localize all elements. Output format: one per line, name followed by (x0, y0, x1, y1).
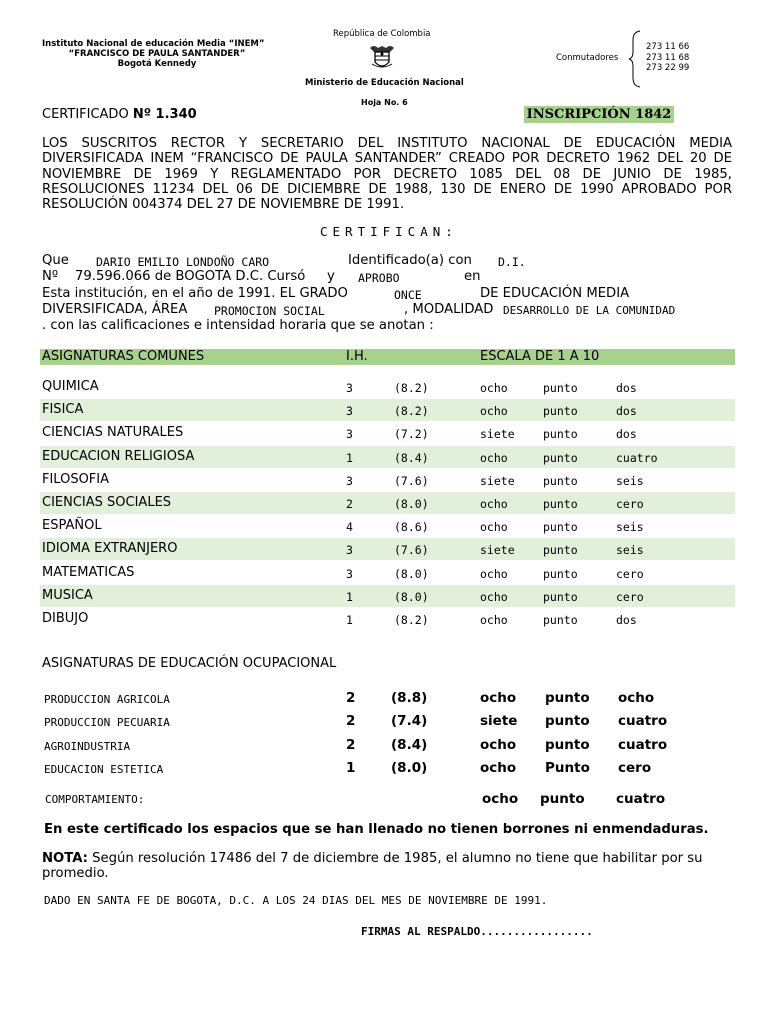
table-cell-word-1: ocho (480, 381, 508, 395)
grade-value: ONCE (394, 288, 422, 302)
occ-cell-word-3: cuatro (618, 713, 668, 729)
behavior-word-3: cuatro (616, 791, 666, 807)
occ-cell-word-1: ocho (480, 737, 517, 753)
phone-list (646, 42, 689, 74)
table-cell-grade: (8.4) (394, 451, 429, 465)
table-cell-word-3: seis (616, 520, 644, 534)
table-cell-word-1: ocho (480, 404, 508, 418)
inscription-badge: INSCRIPCIÓN 1842 (524, 106, 674, 123)
table-cell-hours: 3 (346, 404, 353, 418)
table-cell-word-2: punto (543, 451, 578, 465)
behavior-label: COMPORTAMIENTO: (45, 793, 145, 806)
occ-cell-word-2: Punto (545, 760, 590, 776)
occ-cell-word-2: punto (545, 737, 590, 753)
occ-cell-word-3: cuatro (618, 737, 668, 753)
modality-value: DESARROLLO DE LA COMUNIDAD (503, 304, 676, 317)
note-label: NOTA: (42, 851, 88, 866)
level-text: DE EDUCACIÓN MEDIA (480, 286, 630, 301)
table-cell-word-3: cero (616, 590, 644, 604)
table-cell-hours: 3 (346, 427, 353, 441)
table-cell-word-2: punto (543, 590, 578, 604)
table-cell-word-2: punto (543, 404, 578, 418)
table-cell-word-2: punto (543, 567, 578, 581)
table-cell-hours: 1 (346, 451, 353, 465)
table-cell-subject: QUIMICA (42, 379, 99, 394)
table-cell-word-2: punto (543, 520, 578, 534)
occ-cell-grade: (8.8) (391, 690, 428, 706)
table-cell-subject: EDUCACION RELIGIOSA (42, 449, 195, 464)
certificate-label: CERTIFICADO (42, 107, 133, 122)
number-label: Nº (42, 269, 59, 284)
area-label: DIVERSIFICADA, ÁREA (42, 302, 188, 317)
no-erasures-statement: En este certificado los espacios que se han llenado no tienen borrones ni enmendaduras. (44, 822, 709, 837)
sheet-number: Hoja No. 6 (361, 98, 408, 107)
institution-block (42, 39, 272, 69)
occ-cell-hours: 2 (346, 737, 356, 753)
table-cell-word-2: punto (543, 543, 578, 557)
occ-cell-word-1: ocho (480, 690, 517, 706)
table-cell-hours: 2 (346, 497, 353, 511)
brace-icon (628, 30, 642, 88)
table-cell-hours: 3 (346, 381, 353, 395)
table-cell-subject: FISICA (42, 402, 84, 417)
phone-1: 273 11 66 (646, 42, 690, 52)
header-subjects: ASIGNATURAS COMUNES (42, 349, 205, 364)
occ-cell-subject: PRODUCCION AGRICOLA (44, 693, 170, 706)
header-scale: ESCALA DE 1 A 10 (480, 349, 600, 364)
republic-label: República de Colombia (333, 29, 431, 39)
occ-cell-subject: PRODUCCION PECUARIA (44, 716, 170, 729)
table-cell-subject: CIENCIAS SOCIALES (42, 495, 172, 510)
table-cell-hours: 4 (346, 520, 353, 534)
table-cell-word-1: ocho (480, 567, 508, 581)
table-cell-word-3: cero (616, 497, 644, 511)
occ-cell-word-3: ocho (618, 690, 655, 706)
occ-cell-hours: 1 (346, 760, 356, 776)
occ-cell-grade: (8.4) (391, 737, 428, 753)
table-cell-subject: MATEMATICAS (42, 565, 135, 580)
certificate-number (42, 107, 197, 122)
table-cell-word-2: punto (543, 381, 578, 395)
table-cell-subject: FILOSOFIA (42, 472, 110, 487)
header-hours: I.H. (346, 349, 368, 364)
occ-cell-grade: (7.4) (391, 713, 428, 729)
student-name: DARIO EMILIO LONDOÑO CARO (96, 255, 270, 269)
table-cell-grade: (7.6) (394, 474, 429, 488)
document-type: D.I. (498, 255, 526, 269)
table-cell-word-3: cuatro (616, 451, 658, 465)
table-cell-grade: (8.2) (394, 381, 429, 395)
table-cell-word-1: siete (480, 427, 515, 441)
given-at-statement: DADO EN SANTA FE DE BOGOTA, D.C. A LOS 24 DIAS DEL MES DE NOVIEMBRE DE 1991. (44, 894, 548, 907)
occ-cell-subject: AGROINDUSTRIA (44, 740, 131, 753)
and-label: y (327, 269, 335, 284)
area-value: PROMOCION SOCIAL (214, 304, 325, 318)
table-cell-word-3: dos (616, 381, 637, 395)
behavior-word-1: ocho (482, 791, 519, 807)
certify-heading: CERTIFICAN: (320, 224, 458, 239)
que-label: Que (42, 253, 69, 268)
table-cell-word-2: punto (543, 474, 578, 488)
table-cell-word-3: cero (616, 567, 644, 581)
table-cell-word-1: siete (480, 474, 515, 488)
table-cell-hours: 3 (346, 567, 353, 581)
occ-cell-hours: 2 (346, 713, 356, 729)
table-cell-word-1: ocho (480, 590, 508, 604)
table-cell-hours: 1 (346, 590, 353, 604)
table-cell-word-1: siete (480, 543, 515, 557)
table-cell-grade: (8.0) (394, 590, 429, 604)
result-value: APROBO (358, 271, 400, 285)
certificate-number-value: Nº 1.340 (132, 107, 197, 122)
switchboard-label: Conmutadores (556, 53, 619, 63)
modality-label: , MODALIDAD (404, 302, 494, 317)
table-cell-hours: 1 (346, 613, 353, 627)
table-cell-grade: (7.6) (394, 543, 429, 557)
institution-line-2: “FRANCISCO DE PAULA SANTANDER” (68, 49, 246, 59)
table-cell-subject: ESPAÑOL (42, 518, 102, 533)
en-label: en (464, 269, 481, 284)
intro-paragraph: LOS SUSCRITOS RECTOR Y SECRETARIO DEL INSTITUTO NACIONAL DE EDUCACIÓN MEDIA DIVERSIFICADA INEM “FRANCISCO DE PAULA SANTANDER” CREADO POR DECRETO 1962 DEL 20 DE NOVIEMBRE DE 1969 Y REGLAMENTADO POR DECRETO 1085 DEL 08 DE JUNIO DE 1985, RESOLUCIONES 11234 DEL 06 DE DICIEMBRE DE 1988, 130 DE ENERO DE 1990 APROBADO POR RESOLUCIÓN 004374 DEL 27 DE NOVIEMBRE DE 1991. (42, 136, 732, 213)
institution-line-1: Instituto Nacional de educación Media “INEM” (42, 39, 265, 49)
document-number: 79.596.066 de BOGOTA D.C. Cursó (75, 269, 306, 284)
occ-cell-word-1: ocho (480, 760, 517, 776)
occ-cell-word-1: siete (480, 713, 518, 729)
closing-text: . con las calificaciones e intensidad horaria que se anotan : (42, 318, 434, 333)
table-cell-word-3: dos (616, 404, 637, 418)
table-cell-word-1: ocho (480, 613, 508, 627)
table-cell-grade: (8.2) (394, 404, 429, 418)
signatures-note: FIRMAS AL RESPALDO................. (361, 925, 593, 938)
identified-label: Identificado(a) con (348, 253, 472, 268)
table-cell-word-1: ocho (480, 451, 508, 465)
table-cell-word-3: dos (616, 613, 637, 627)
table-cell-subject: MUSICA (42, 588, 93, 603)
table-cell-word-3: seis (616, 543, 644, 557)
occ-cell-word-2: punto (545, 713, 590, 729)
table-cell-subject: IDIOMA EXTRANJERO (42, 541, 178, 556)
table-cell-grade: (7.2) (394, 427, 429, 441)
occ-cell-hours: 2 (346, 690, 356, 706)
table-cell-grade: (8.6) (394, 520, 429, 534)
table-cell-word-1: ocho (480, 497, 508, 511)
table-cell-word-2: punto (543, 427, 578, 441)
ministry-label: Ministerio de Educación Nacional (305, 78, 464, 88)
occ-cell-word-2: punto (545, 690, 590, 706)
behavior-word-2: punto (540, 791, 585, 807)
table-cell-grade: (8.0) (394, 567, 429, 581)
table-cell-subject: CIENCIAS NATURALES (42, 425, 184, 440)
institution-line-3: Bogotá Kennedy (117, 59, 197, 69)
year-text: Esta institución, en el año de 1991. EL GRADO (42, 286, 348, 301)
phone-3: 273 22 99 (646, 63, 690, 73)
table-cell-word-2: punto (543, 497, 578, 511)
table-cell-grade: (8.2) (394, 613, 429, 627)
occ-cell-grade: (8.0) (391, 760, 428, 776)
table-cell-grade: (8.0) (394, 497, 429, 511)
table-cell-word-3: dos (616, 427, 637, 441)
table-cell-subject: DIBUJO (42, 611, 89, 626)
phone-2: 273 11 68 (646, 52, 690, 63)
occupational-heading: ASIGNATURAS DE EDUCACIÓN OCUPACIONAL (42, 656, 337, 671)
note-text: Según resolución 17486 del 7 de diciembre de 1985, el alumno no tiene que habilitar por su promedio. (42, 851, 703, 882)
occ-cell-subject: EDUCACION ESTETICA (44, 763, 164, 776)
table-cell-word-3: seis (616, 474, 644, 488)
table-cell-hours: 3 (346, 474, 353, 488)
occ-cell-word-3: cero (618, 760, 652, 776)
note-paragraph (42, 851, 732, 882)
table-cell-word-1: ocho (480, 520, 508, 534)
table-cell-word-2: punto (543, 613, 578, 627)
table-cell-hours: 3 (346, 543, 353, 557)
coat-of-arms-icon (366, 40, 398, 72)
